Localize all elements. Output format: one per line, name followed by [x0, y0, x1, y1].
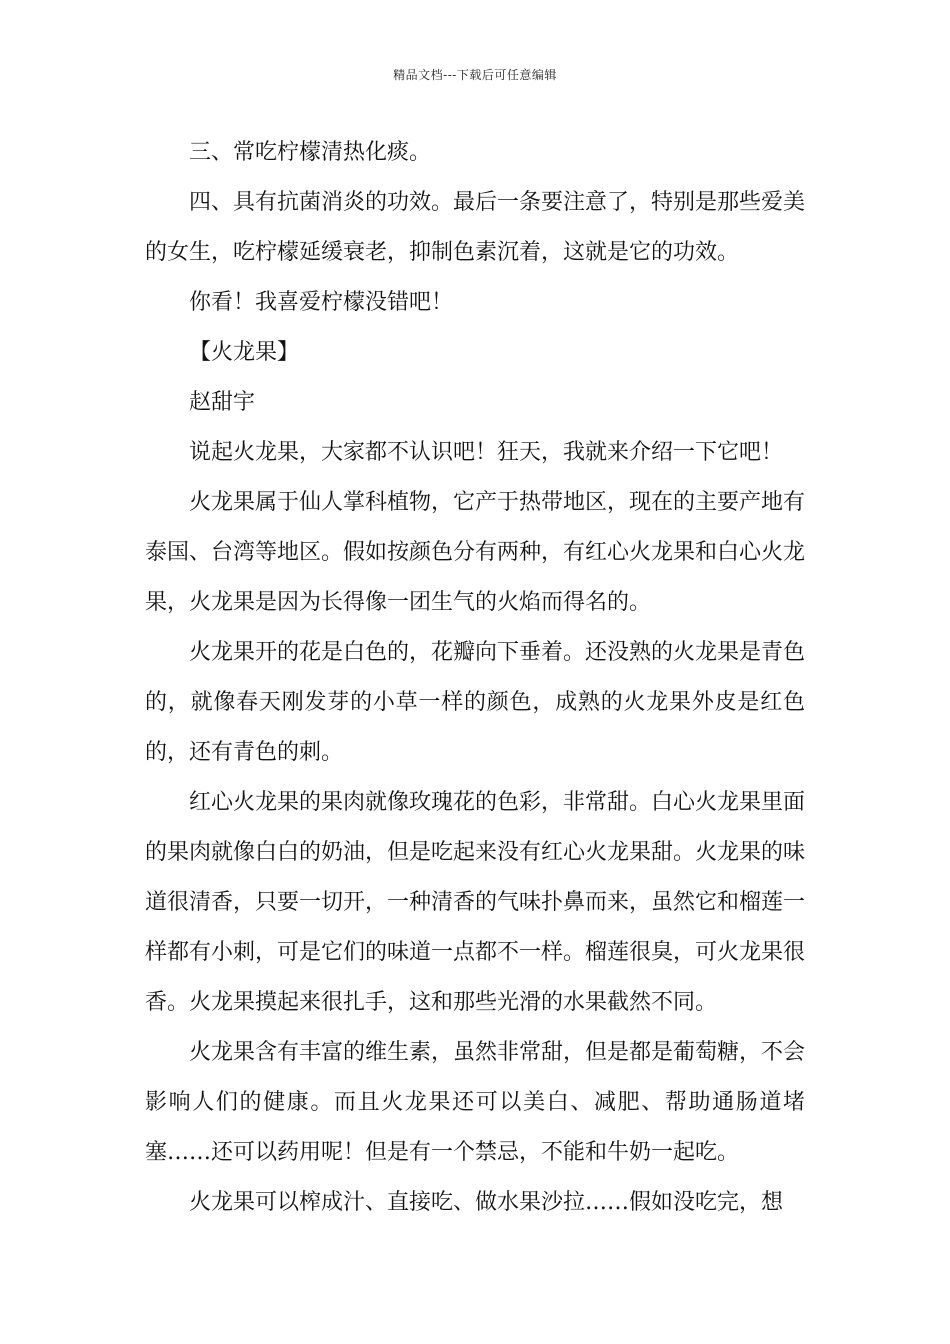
paragraph: 说起火龙果，大家都不认识吧！狂天，我就来介绍一下它吧！: [189, 440, 784, 465]
paragraph: 四、具有抗菌消炎的功效。最后一条要注意了，特别是那些爱美的女生，吃柠檬延缓衰老，抑制色素沉着，这就是它的功效。: [145, 190, 806, 265]
paragraph: 火龙果属于仙人掌科植物，它产于热带地区，现在的主要产地有泰国、台湾等地区。假如按颜色分有两种，有红心火龙果和白心火龙果，火龙果是因为长得像一团生气的火焰而得名的。: [145, 490, 806, 615]
paragraph: 三、常吃柠檬清热化痰。: [189, 140, 432, 165]
document-body: [145, 128, 805, 1228]
section-title: 【火龙果】: [189, 340, 300, 365]
paragraph: 火龙果含有丰富的维生素，虽然非常甜，但是都是葡萄糖，不会影响人们的健康。而且火龙果还可以美白、减肥、帮助通肠道堵塞……还可以药用呢！但是有一个禁忌，不能和牛奶一起吃。: [145, 1040, 806, 1165]
paragraph: 火龙果开的花是白色的，花瓣向下垂着。还没熟的火龙果是青色的，就像春天刚发芽的小草一样的颜色，成熟的火龙果外皮是红色的，还有青色的刺。: [145, 640, 806, 765]
paragraph: 红心火龙果的果肉就像玫瑰花的色彩，非常甜。白心火龙果里面的果肉就像白白的奶油，但是吃起来没有红心火龙果甜。火龙果的味道很清香，只要一切开，一种清香的气味扑鼻而来，虽然它和榴莲一样都有小刺，可是它们的味道一点都不一样。榴莲很臭，可火龙果很香。火龙果摸起来很扎手，这和那些光滑的水果截然不同。: [145, 790, 806, 1015]
paragraph: 火龙果可以榨成汁、直接吃、做水果沙拉……假如没吃完，想: [189, 1190, 784, 1215]
page-header: 精品文档---下载后可任意编辑: [393, 68, 557, 82]
author-name: 赵甜宇: [189, 390, 256, 415]
paragraph: 你看！我喜爱柠檬没错吧！: [189, 290, 454, 315]
